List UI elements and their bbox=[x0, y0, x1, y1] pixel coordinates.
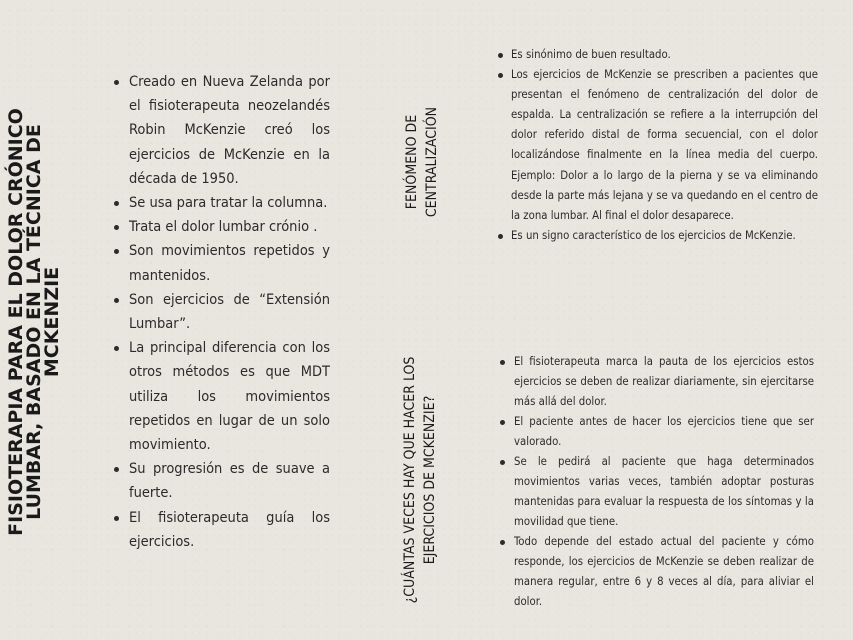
list-item: El fisioterapeuta guía los ejercicios. bbox=[110, 506, 330, 554]
list-item: El paciente antes de hacer los ejercicios tiene que ser valorado. bbox=[498, 412, 814, 452]
list-item: Trata el dolor lumbar crónio . bbox=[110, 215, 330, 239]
list-item: Su progresión es de suave a fuerte. bbox=[110, 457, 330, 505]
list-item: Es un signo característico de los ejercicios de McKenzie. bbox=[496, 226, 818, 246]
frecuencia-list bbox=[498, 352, 814, 612]
list-item: Todo depende del estado actual del paciente y cómo responde, los ejercicios de McKenzie se deben realizar de manera regular, entre 6 y 8 veces al día, para aliviar el dolor. bbox=[498, 532, 814, 612]
list-item: La principal diferencia con los otros métodos es que MDT utiliza los movimientos repetidos en lugar de un solo movimiento. bbox=[110, 336, 330, 457]
list-item: Son ejercicios de “Extensión Lumbar”. bbox=[110, 288, 330, 336]
list-item: Se le pedirá al paciente que haga determinados movimientos varias veces, también adoptar posturas mantenidas para evaluar la respuesta de los síntomas y la movilidad que tiene. bbox=[498, 452, 814, 532]
list-item: El fisioterapeuta marca la pauta de los ejercicios estos ejercicios se deben de realizar diariamente, sin ejercitarse más allá del dolor. bbox=[498, 352, 814, 412]
list-item: Son movimientos repetidos y mantenidos. bbox=[110, 239, 330, 287]
list-item: Creado en Nueva Zelanda por el fisioterapeuta neozelandés Robin McKenzie creó los ejercicios de McKenzie en la década de 1950. bbox=[110, 70, 330, 191]
frecuencia-heading: ¿CUÁNTAS VECES HAY QUE HACER LOS EJERCICIOS DE MCKENZIE? bbox=[402, 356, 438, 604]
centralizacion-list bbox=[496, 45, 818, 246]
centralizacion-heading: FENÓMENO DE CENTRALIZACIÓN bbox=[404, 106, 440, 218]
main-title: FISIOTERAPIA PARA EL DOLOR CRÓNICO LUMBAR, BASADO EN LA TÉCNICA DE MCKENZIE bbox=[5, 108, 63, 536]
list-item: Los ejercicios de McKenzie se prescriben a pacientes que presentan el fenómeno de centralización del dolor de espalda. La centralización se refiere a la interrupción del dolor referido distal de forma secuencial, con el dolor localizándose finalmente en la línea media del cuerpo. Ejemplo: Dolor a lo largo de la pierna y se va eliminando desde la parte más lejana y se va quedando en el centro de la zona lumbar. Al final el dolor desaparece. bbox=[496, 65, 818, 226]
left-bullet-list bbox=[110, 70, 330, 554]
list-item: Es sinónimo de buen resultado. bbox=[496, 45, 818, 65]
list-item: Se usa para tratar la columna. bbox=[110, 191, 330, 215]
